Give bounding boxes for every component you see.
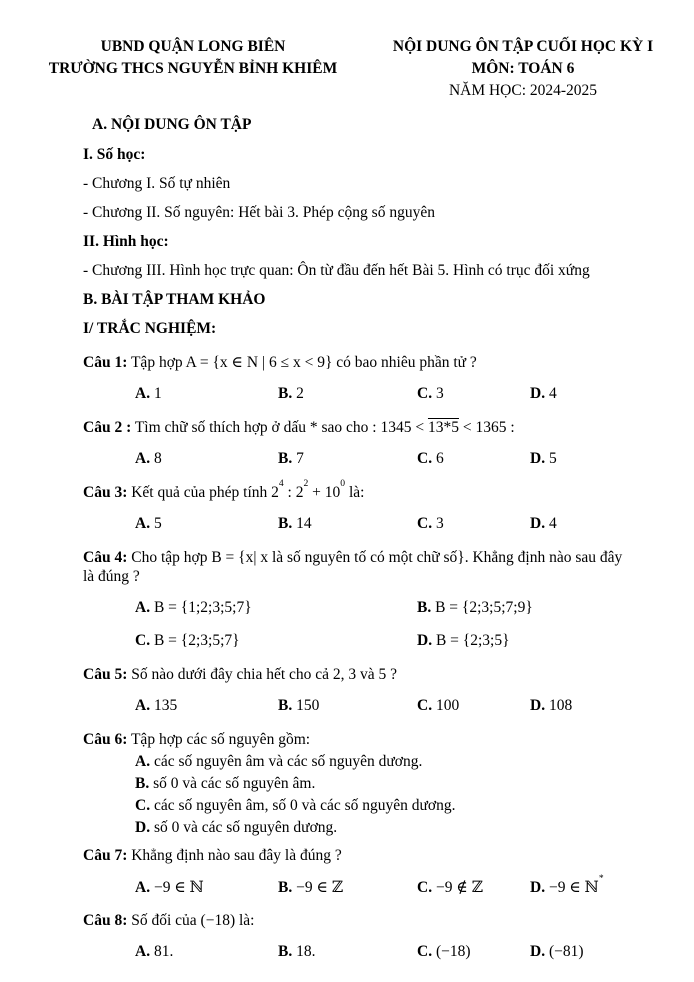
question-1-options: [83, 385, 664, 405]
question-1-option-c: C. 3: [417, 385, 444, 402]
question-7-options: [83, 872, 664, 898]
question-2-statement-before: Tìm chữ số thích hợp ở dấu * sao cho : 1345 <: [134, 419, 425, 436]
question-8-options: [83, 943, 664, 963]
header-title-block: [362, 36, 684, 102]
question-7-text: [83, 846, 664, 865]
question-6-option-c: C. các số nguyên âm, số 0 và các số nguyên dương.: [135, 797, 456, 814]
question-3-options: [83, 515, 664, 535]
question-7-statement: Khẳng định nào sau đây là đúng ?: [131, 847, 342, 864]
question-4-option-a: A. B = {1;2;3;5;7}: [135, 599, 252, 616]
section-a-sub1: I. Số học:: [83, 146, 146, 163]
question-7-option-d-star: *: [598, 872, 604, 884]
section-a-sub2: II. Hình học:: [83, 233, 169, 250]
question-5: [83, 665, 664, 717]
document-header: [0, 0, 694, 102]
question-3-label: Câu 3:: [83, 484, 128, 501]
question-5-option-a: A. 135: [135, 697, 178, 714]
header-school-block: [28, 36, 358, 102]
question-7-option-c: C. −9 ∉ ℤ: [417, 879, 483, 896]
header-school-line: TRƯỜNG THCS NGUYỄN BỈNH KHIÊM: [48, 60, 338, 77]
question-6-text: [83, 730, 664, 749]
question-3-option-b: B. 14: [278, 515, 312, 532]
question-2-options: [83, 450, 664, 470]
question-5-options: [83, 697, 664, 717]
question-1-label: Câu 1:: [83, 354, 128, 371]
question-2-text: [83, 418, 664, 437]
question-4-option-b: B. B = {2;3;5;7;9}: [417, 599, 533, 616]
question-5-option-b: B. 150: [278, 697, 320, 714]
section-a-item2: - Chương II. Số nguyên: Hết bài 3. Phép cộng số nguyên: [83, 204, 435, 221]
question-3-text: [83, 477, 664, 502]
question-4-statement-line1: Cho tập hợp B = {x| x là số nguyên tố có một chữ số}. Khẳng định nào sau đây: [131, 549, 623, 566]
question-5-option-d: D. 108: [530, 697, 573, 714]
question-7: [83, 846, 664, 898]
question-4-statement-line2: là đúng ?: [83, 568, 140, 585]
doc-title-schoolyear: NĂM HỌC: 2024-2025: [448, 82, 598, 99]
question-4-text: [83, 548, 664, 586]
question-3-option-a: A. 5: [135, 515, 162, 532]
question-8-option-b: B. 18.: [278, 943, 316, 960]
question-2-option-c: C. 6: [417, 450, 444, 467]
question-6-label: Câu 6:: [83, 731, 128, 748]
question-1-statement: Tập hợp A = {x ∈ N | 6 ≤ x < 9} có bao nhiêu phần tử ?: [130, 354, 477, 371]
document-body: [83, 115, 664, 963]
header-district-line: UBND QUẬN LONG BIÊN: [100, 38, 286, 55]
question-2-option-a: A. 8: [135, 450, 162, 467]
question-4-label: Câu 4:: [83, 549, 128, 566]
question-4: [83, 548, 664, 652]
question-7-option-a: A. −9 ∈ ℕ: [135, 879, 204, 896]
question-1-option-b: B. 2: [278, 385, 304, 402]
question-8-text: [83, 911, 664, 930]
question-4-options-row2: [83, 632, 664, 652]
question-5-option-c: C. 100: [417, 697, 460, 714]
question-6-option-d: D. số 0 và các số nguyên dương.: [135, 819, 338, 836]
question-6-statement: Tập hợp các số nguyên gồm:: [130, 731, 311, 748]
question-6-option-b: B. số 0 và các số nguyên âm.: [135, 775, 316, 792]
question-8-label: Câu 8:: [83, 912, 128, 929]
question-5-statement: Số nào dưới đây chia hết cho cả 2, 3 và 5 ?: [131, 666, 398, 683]
question-8-statement: Số đối của (−18) là:: [131, 912, 255, 929]
doc-title-subject: MÔN: TOÁN 6: [471, 60, 575, 77]
question-8: [83, 911, 664, 963]
section-a-item3: - Chương III. Hình học trực quan: Ôn từ đầu đến hết Bài 5. Hình có trục đối xứng: [83, 262, 590, 279]
question-2-option-b: B. 7: [278, 450, 304, 467]
question-6: [83, 730, 664, 837]
question-6-option-a: A. các số nguyên âm và các số nguyên dương.: [135, 753, 423, 770]
question-4-options-row1: [83, 599, 664, 619]
question-3-statement: Kết quả của phép tính $2^4$ : $2^2 + 10^0$ là:: [131, 477, 365, 501]
question-2: [83, 418, 664, 470]
question-5-text: [83, 665, 664, 684]
question-2-label: Câu 2 :: [83, 419, 132, 436]
question-8-option-a: A. 81.: [135, 943, 174, 960]
question-3: [83, 477, 664, 535]
question-8-option-c: C. (−18): [417, 943, 471, 960]
question-7-label: Câu 7:: [83, 847, 128, 864]
question-2-statement-after: < 1365 :: [462, 419, 515, 436]
question-2-option-d: D. 5: [530, 450, 557, 467]
question-3-option-c: C. 3: [417, 515, 444, 532]
question-1-option-a: A. 1: [135, 385, 162, 402]
question-8-option-d: D. (−81): [530, 943, 584, 960]
section-a-item1: - Chương I. Số tự nhiên: [83, 175, 231, 192]
question-1: [83, 353, 664, 405]
question-3-option-d: D. 4: [530, 515, 557, 532]
question-5-label: Câu 5:: [83, 666, 128, 683]
question-2-overline-number: 13*5: [427, 419, 459, 436]
section-b-subtitle: I/ TRẮC NGHIỆM:: [83, 320, 217, 337]
question-7-option-d: D. −9 ∈ ℕ*: [530, 872, 604, 896]
question-4-option-d: D. B = {2;3;5}: [417, 632, 510, 649]
section-b-title: B. BÀI TẬP THAM KHẢO: [83, 291, 266, 308]
question-4-option-c: C. B = {2;3;5;7}: [135, 632, 240, 649]
question-1-option-d: D. 4: [530, 385, 557, 402]
question-1-text: [83, 353, 664, 372]
section-a-title: A. NỘI DUNG ÔN TẬP: [92, 116, 252, 133]
question-7-option-b: B. −9 ∈ ℤ: [278, 879, 344, 896]
doc-title-line1: NỘI DUNG ÔN TẬP CUỐI HỌC KỲ I: [392, 38, 654, 55]
